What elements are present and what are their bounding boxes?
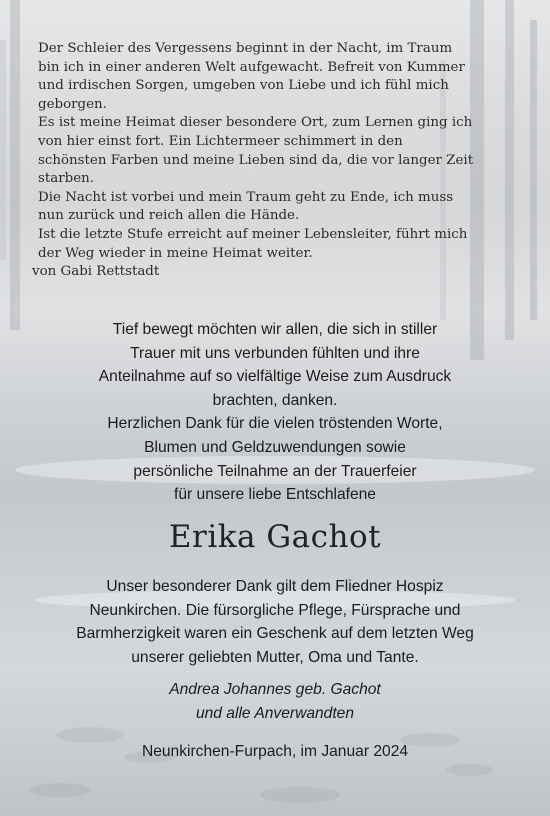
hospice-thanks-line: unserer geliebten Mutter, Oma und Tante. xyxy=(131,648,419,666)
thanks-line: Blumen und Geldzuwendungen sowie xyxy=(144,438,406,456)
hospice-thanks-line: Neunkirchen. Die fürsorgliche Pflege, Fürsprache und xyxy=(89,601,461,619)
poem-line: von hier einst fort. Ein Lichtermeer schimmert in den xyxy=(38,133,403,149)
hospice-thanks xyxy=(0,575,550,669)
hospice-thanks-line: Barmherzigkeit waren ein Geschenk auf dem letzten Weg xyxy=(76,625,474,643)
poem-line: der Weg wieder in meine Heimat weiter. xyxy=(38,245,313,261)
signature-line: Andrea Johannes geb. Gachot xyxy=(169,681,381,698)
poem-line: Es ist meine Heimat dieser besondere Ort, zum Lernen ging ich xyxy=(38,115,473,131)
poem-line: Der Schleier des Vergessens beginnt in der Nacht, im Traum xyxy=(38,41,453,56)
thanks-line: persönliche Teilnahme an der Trauerfeier xyxy=(133,462,417,480)
thanks-line: Anteilnahme auf so vielfältige Weise zum Ausdruck xyxy=(98,368,452,386)
place-date: Neunkirchen-Furpach, im Januar 2024 xyxy=(141,743,409,760)
poem-line: Ist die letzte Stufe erreicht auf meiner Lebensleiter, führt mich xyxy=(38,226,468,242)
deceased-name: Erika Gachot xyxy=(168,519,382,555)
signature xyxy=(0,678,550,725)
poem xyxy=(32,40,508,282)
thanks-line: brachten, danken. xyxy=(212,391,338,409)
poem-line: starben. xyxy=(38,171,95,187)
poem-line: bin ich in einer anderen Welt aufgewacht. Befreit von Kummer xyxy=(38,59,465,75)
thanks-line: Tief bewegt möchten wir allen, die sich in stiller xyxy=(112,321,438,338)
thanks-message xyxy=(0,318,550,507)
poem-line: geborgen. xyxy=(38,96,107,112)
poem-line: nun zurück und reich allen die Hände. xyxy=(38,208,300,224)
poem-line: schönsten Farben und meine Lieben sind da, die vor langer Zeit xyxy=(38,152,474,168)
thanks-line: für unsere liebe Entschlafene xyxy=(174,486,376,504)
poem-author: von Gabi Rettstadt xyxy=(32,264,160,280)
poem-line: und irdischen Sorgen, umgeben von Liebe und ich fühl mich xyxy=(38,78,449,94)
poem-line: Die Nacht ist vorbei und mein Traum geht zu Ende, ich muss xyxy=(38,189,454,205)
hospice-thanks-line: Unser besonderer Dank gilt dem Fliedner Hospiz xyxy=(106,578,444,595)
thanks-line: Trauer mit uns verbunden fühlten und ihre xyxy=(130,344,420,362)
signature-line: und alle Anverwandten xyxy=(195,704,355,722)
thanks-line: Herzlichen Dank für die vielen tröstenden Worte, xyxy=(107,415,443,433)
